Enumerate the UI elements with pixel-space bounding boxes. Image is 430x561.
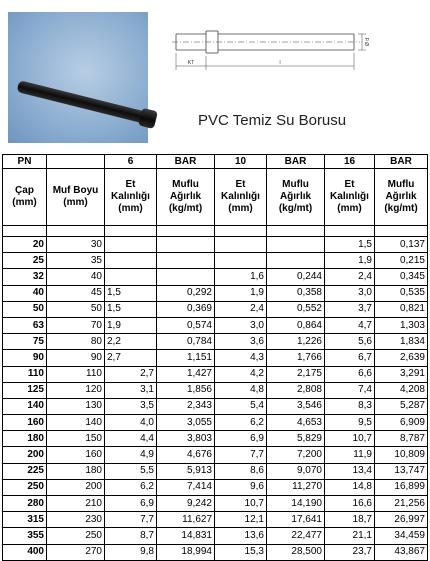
table-cell: 5,829	[267, 431, 325, 447]
spacer-cell	[105, 226, 157, 237]
column-header: Et Kalınlığı (mm)	[105, 169, 157, 226]
table-cell: 1,226	[267, 334, 325, 350]
table-cell: 1,5	[325, 237, 375, 253]
column-header: Muflu Ağırlık (kg/mt)	[375, 169, 428, 226]
table-row	[3, 479, 428, 495]
product-photo	[8, 12, 148, 143]
table-cell: 11,9	[325, 447, 375, 463]
table-cell	[267, 237, 325, 253]
table-cell: 2,4	[215, 301, 267, 317]
header-cell	[47, 155, 105, 169]
column-header: Et Kalınlığı (mm)	[215, 169, 267, 226]
dim-length-label: l	[279, 60, 281, 66]
table-cell: 6,9	[215, 431, 267, 447]
table-row	[3, 528, 428, 544]
table-row	[3, 350, 428, 366]
table-cell: 2,7	[105, 366, 157, 382]
table-cell: 4,2	[215, 366, 267, 382]
table-cell: 2,343	[157, 398, 215, 414]
table-row	[3, 382, 428, 398]
spacer-cell	[157, 226, 215, 237]
table-cell	[105, 269, 157, 285]
spacer-cell	[267, 226, 325, 237]
table-cell: 0,215	[375, 253, 428, 269]
table-cell	[215, 237, 267, 253]
table-cell: 270	[47, 544, 105, 560]
table-cell: 6,9	[105, 496, 157, 512]
header-cell: BAR	[375, 155, 428, 169]
table-cell: 400	[3, 544, 47, 560]
table-cell: 50	[47, 301, 105, 317]
table-cell: 4,676	[157, 447, 215, 463]
table-cell: 1,9	[105, 317, 157, 333]
table-cell: 200	[3, 447, 47, 463]
table-cell: 1,9	[325, 253, 375, 269]
table-cell: 75	[3, 334, 47, 350]
table-cell: 34,459	[375, 528, 428, 544]
table-cell: 2,4	[325, 269, 375, 285]
table-cell: 140	[47, 415, 105, 431]
table-cell: 3,546	[267, 398, 325, 414]
spacer-cell	[375, 226, 428, 237]
table-cell: 1,303	[375, 317, 428, 333]
table-cell: 14,831	[157, 528, 215, 544]
header-cell: 16	[325, 155, 375, 169]
table-cell: 9,070	[267, 463, 325, 479]
table-cell: 210	[47, 496, 105, 512]
table-cell: 225	[3, 463, 47, 479]
table-cell: 125	[3, 382, 47, 398]
table-row	[3, 544, 428, 560]
table-cell: 3,0	[215, 317, 267, 333]
spacer-cell	[325, 226, 375, 237]
table-cell: 0,292	[157, 285, 215, 301]
table-cell: 3,291	[375, 366, 428, 382]
table-cell: 1,427	[157, 366, 215, 382]
table-cell: 23,7	[325, 544, 375, 560]
table-cell: 10,7	[215, 496, 267, 512]
table-cell: 30	[47, 237, 105, 253]
table-cell: 7,200	[267, 447, 325, 463]
table-cell: 40	[3, 285, 47, 301]
table-cell: 0,345	[375, 269, 428, 285]
table-row	[3, 317, 428, 333]
column-header: Muflu Ağırlık (kg/mt)	[157, 169, 215, 226]
table-cell: 3,0	[325, 285, 375, 301]
spacer-row	[3, 226, 428, 237]
column-header: Muf Boyu (mm)	[47, 169, 105, 226]
table-cell: 3,7	[325, 301, 375, 317]
table-cell: 2,639	[375, 350, 428, 366]
table-cell	[157, 253, 215, 269]
table-cell: 1,6	[215, 269, 267, 285]
table-cell	[215, 253, 267, 269]
table-row	[3, 431, 428, 447]
table-cell: 6,7	[325, 350, 375, 366]
table-cell: 6,6	[325, 366, 375, 382]
table-cell: 35	[47, 253, 105, 269]
table-cell: 4,0	[105, 415, 157, 431]
table-cell: 8,3	[325, 398, 375, 414]
table-cell: 3,055	[157, 415, 215, 431]
table-cell: 21,1	[325, 528, 375, 544]
table-cell: 4,4	[105, 431, 157, 447]
header-cell: 10	[215, 155, 267, 169]
table-cell: 4,653	[267, 415, 325, 431]
table-row	[3, 463, 428, 479]
table-cell: 9,5	[325, 415, 375, 431]
table-cell: 280	[3, 496, 47, 512]
table-cell: 18,994	[157, 544, 215, 560]
table-cell: 11,270	[267, 479, 325, 495]
table-row	[3, 285, 428, 301]
table-cell: 1,9	[215, 285, 267, 301]
table-cell: 3,6	[215, 334, 267, 350]
table-cell: 4,208	[375, 382, 428, 398]
table-cell: 7,7	[215, 447, 267, 463]
dim-diameter-label: Ø d	[365, 37, 371, 47]
table-cell: 160	[47, 447, 105, 463]
table-cell: 63	[3, 317, 47, 333]
table-cell: 13,747	[375, 463, 428, 479]
table-cell: 70	[47, 317, 105, 333]
table-cell	[157, 269, 215, 285]
spec-table	[2, 154, 428, 561]
table-cell: 200	[47, 479, 105, 495]
table-row	[3, 415, 428, 431]
table-cell: 110	[47, 366, 105, 382]
spacer-cell	[3, 226, 47, 237]
table-cell: 140	[3, 398, 47, 414]
table-cell: 13,4	[325, 463, 375, 479]
table-row	[3, 447, 428, 463]
table-cell	[267, 253, 325, 269]
table-cell: 12,1	[215, 512, 267, 528]
table-cell: 130	[47, 398, 105, 414]
table-cell: 90	[3, 350, 47, 366]
table-cell: 1,834	[375, 334, 428, 350]
column-header: Çap (mm)	[3, 169, 47, 226]
table-cell: 6,909	[375, 415, 428, 431]
table-cell: 9,6	[215, 479, 267, 495]
column-header: Et Kalınlığı (mm)	[325, 169, 375, 226]
header-cell: PN	[3, 155, 47, 169]
table-cell: 14,190	[267, 496, 325, 512]
table-cell: 180	[47, 463, 105, 479]
table-row	[3, 496, 428, 512]
table-cell: 3,5	[105, 398, 157, 414]
table-cell: 14,8	[325, 479, 375, 495]
header-row-columns	[3, 169, 428, 226]
technical-drawing	[172, 18, 372, 80]
dim-socket-label: KT	[187, 60, 195, 66]
spacer-cell	[47, 226, 105, 237]
table-cell: 4,7	[325, 317, 375, 333]
table-row	[3, 512, 428, 528]
table-cell: 0,244	[267, 269, 325, 285]
table-cell: 0,369	[157, 301, 215, 317]
table-cell: 2,175	[267, 366, 325, 382]
table-cell: 16,6	[325, 496, 375, 512]
table-cell: 28,500	[267, 544, 325, 560]
table-row	[3, 237, 428, 253]
table-row	[3, 301, 428, 317]
table-row	[3, 366, 428, 382]
table-cell: 8,787	[375, 431, 428, 447]
table-cell: 7,414	[157, 479, 215, 495]
table-cell: 18,7	[325, 512, 375, 528]
table-cell: 1,856	[157, 382, 215, 398]
table-cell: 5,287	[375, 398, 428, 414]
table-cell: 0,864	[267, 317, 325, 333]
table-cell: 40	[47, 269, 105, 285]
pipe-image	[17, 80, 154, 125]
table-cell: 8,7	[105, 528, 157, 544]
table-row	[3, 398, 428, 414]
table-cell: 5,6	[325, 334, 375, 350]
table-cell: 21,256	[375, 496, 428, 512]
header-cell: BAR	[157, 155, 215, 169]
table-cell: 0,574	[157, 317, 215, 333]
table-cell: 2,808	[267, 382, 325, 398]
table-cell: 10,7	[325, 431, 375, 447]
page-title: PVC Temiz Su Borusu	[198, 112, 347, 129]
column-header: Muflu Ağırlık (kg/mt)	[267, 169, 325, 226]
table-cell: 11,627	[157, 512, 215, 528]
table-cell: 1,151	[157, 350, 215, 366]
pipe-socket-image	[138, 108, 158, 129]
table-cell: 0,821	[375, 301, 428, 317]
table-cell	[105, 237, 157, 253]
table-cell: 9,8	[105, 544, 157, 560]
table-cell: 4,8	[215, 382, 267, 398]
table-cell: 26,997	[375, 512, 428, 528]
table-cell: 13,6	[215, 528, 267, 544]
header-row-pn	[3, 155, 428, 169]
table-cell: 160	[3, 415, 47, 431]
table-cell: 80	[47, 334, 105, 350]
table-row	[3, 253, 428, 269]
table-cell: 150	[47, 431, 105, 447]
table-cell: 6,2	[105, 479, 157, 495]
table-cell: 315	[3, 512, 47, 528]
table-cell: 1,5	[105, 301, 157, 317]
table-cell: 4,3	[215, 350, 267, 366]
table-cell: 355	[3, 528, 47, 544]
table-cell: 5,4	[215, 398, 267, 414]
table-cell: 90	[47, 350, 105, 366]
table-cell: 10,809	[375, 447, 428, 463]
table-cell: 8,6	[215, 463, 267, 479]
header-cell: 6	[105, 155, 157, 169]
table-row	[3, 269, 428, 285]
table-cell: 0,358	[267, 285, 325, 301]
table-row	[3, 334, 428, 350]
table-cell: 1,766	[267, 350, 325, 366]
table-cell: 17,641	[267, 512, 325, 528]
table-cell: 50	[3, 301, 47, 317]
table-cell: 0,535	[375, 285, 428, 301]
table-cell: 110	[3, 366, 47, 382]
table-cell: 180	[3, 431, 47, 447]
table-cell: 120	[47, 382, 105, 398]
table-cell: 20	[3, 237, 47, 253]
table-cell: 9,242	[157, 496, 215, 512]
table-cell	[105, 253, 157, 269]
table-cell: 5,913	[157, 463, 215, 479]
table-cell: 22,477	[267, 528, 325, 544]
table-cell: 5,5	[105, 463, 157, 479]
table-cell: 15,3	[215, 544, 267, 560]
table-cell: 7,7	[105, 512, 157, 528]
table-cell: 45	[47, 285, 105, 301]
table-cell: 4,9	[105, 447, 157, 463]
table-cell: 0,784	[157, 334, 215, 350]
table-cell: 1,5	[105, 285, 157, 301]
table-cell: 250	[3, 479, 47, 495]
table-cell	[157, 237, 215, 253]
table-cell: 25	[3, 253, 47, 269]
table-cell: 230	[47, 512, 105, 528]
table-cell: 0,552	[267, 301, 325, 317]
table-cell: 43,867	[375, 544, 428, 560]
table-cell: 2,2	[105, 334, 157, 350]
table-cell: 0,137	[375, 237, 428, 253]
table-cell: 16,899	[375, 479, 428, 495]
table-cell: 2,7	[105, 350, 157, 366]
spacer-cell	[215, 226, 267, 237]
table-cell: 32	[3, 269, 47, 285]
header-cell: BAR	[267, 155, 325, 169]
table-cell: 3,803	[157, 431, 215, 447]
table-cell: 3,1	[105, 382, 157, 398]
table-cell: 7,4	[325, 382, 375, 398]
table-cell: 6,2	[215, 415, 267, 431]
table-cell: 250	[47, 528, 105, 544]
